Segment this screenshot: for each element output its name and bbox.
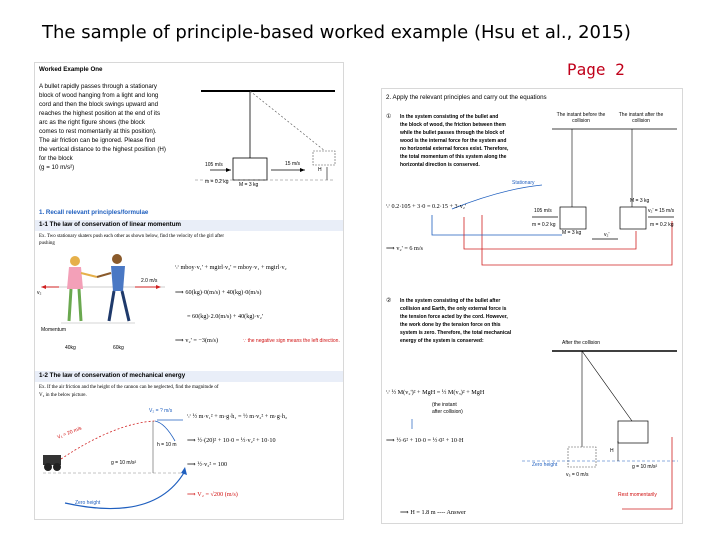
cannon-figure: [35, 63, 343, 519]
column-before-collision: The instant before the collision: [556, 112, 606, 124]
cannon-height-label: h = 10 m: [157, 442, 177, 448]
step-2-line: collision and Earth, the only external force is: [400, 306, 507, 312]
energy-equation: ∵ ½ m·v₁² + m·g·h₁ = ½ m·v₂² + m·g·h₂: [187, 413, 288, 420]
fig-block-mass: M = 3 kg: [239, 182, 259, 188]
stationary-label: Stationary: [512, 180, 535, 186]
fig-2-bullet-mass: m = 0.2 kg: [532, 222, 556, 228]
section-1-1-heading: 1-1 The law of conservation of linear momentum: [39, 221, 181, 228]
problem-line: comes to rest momentarily at this position).: [39, 128, 157, 135]
problem-line: The air friction can be ignored. Please find: [39, 137, 155, 144]
example-1-line: Ex. Two stationary skaters push each other as shown below, find the velocity of the girl after: [39, 234, 225, 239]
fig-2-velocity-after: v₂' = 15 m/s: [648, 208, 675, 214]
momentum-conservation-equation: ∵ 0.2·105 + 3·0 = 0.2·15 + 3·v₂': [386, 203, 467, 210]
step-1-line: horizontal direction is conserved.: [400, 162, 480, 168]
boy-mass: 60kg: [113, 345, 124, 351]
final-answer: ⟹ H = 1.8 m ---- Answer: [400, 509, 466, 516]
step-1-line: wood is the internal force for the system and: [400, 138, 507, 144]
recall-heading: 1. Recall relevant principles/formulae: [39, 209, 149, 216]
step-1-line: no horizontal external forces exist. Therefore,: [400, 146, 509, 152]
zero-height-label: Zero height: [532, 462, 558, 468]
fig-2-block-velocity: v₂': [604, 232, 610, 238]
skater-girl-velocity: v₂: [37, 290, 42, 296]
fig-height: H: [318, 167, 322, 173]
column-after-collision: The instant after the collision: [618, 112, 664, 124]
page-2-label: Page 2: [567, 60, 625, 79]
fig-bullet-mass: m = 0.2 kg: [205, 179, 229, 185]
energy-conservation-equation: ∵ ½ M(v₂')² + MgH = ½ M(v₃)² + MgH: [386, 389, 485, 396]
step-2-line: the tension force acted by the cord. However,: [400, 314, 508, 320]
step-1-line: In the system consisting of the bullet and: [400, 114, 499, 120]
energy-answer: ⟹ V₂ = √200 (m/s): [187, 491, 238, 498]
swing-figure: [382, 89, 682, 523]
problem-line: the vertical distance to the highest position (H): [39, 146, 166, 153]
fig-2-block-mass: M = 3 kg: [562, 230, 582, 236]
problem-line: reaches the highest position at the end of its: [39, 110, 161, 117]
step-1-marker: ①: [386, 113, 392, 120]
momentum-result: ⟹ v₂' = −3(m/s): [175, 337, 219, 344]
girl-mass: 40kg: [65, 345, 76, 351]
step-2-line: the work done by the tension force on this: [400, 322, 501, 328]
skater-boy-velocity: 2.0 m/s: [141, 278, 158, 284]
after-collision-label: After the collision: [562, 340, 601, 346]
momentum-equation: ∵ mboy·v₁' + mgirl·v₂' = mboy·v₁ + mgirl·v₂: [175, 264, 287, 271]
page-1-panel: [34, 62, 344, 520]
height-label: H: [610, 448, 614, 454]
slide-title: The sample of principle-based worked example (Hsu et al., 2015): [42, 22, 631, 43]
momentum-equation: ⟹ 60(kg)·0(m/s) + 40(kg)·0(m/s): [175, 289, 262, 296]
fig-velocity-out: 15 m/s: [285, 161, 301, 167]
example-2-line: V₂ in the below picture.: [39, 393, 87, 398]
rest-momentarily-label: Rest momentarily: [618, 492, 657, 498]
energy-note-2: after collision): [432, 409, 463, 415]
problem-line: block of wood hanging from a light and long: [39, 92, 159, 99]
energy-substitution: ⟹ ½·6² + 10·0 = ½·0² + 10·H: [386, 437, 464, 444]
step-2-line: system is zero. Therefore, the total mechanical: [400, 330, 512, 336]
cannon-zero-height: Zero height: [75, 500, 101, 506]
problem-line: cord and then the block swings upward and: [39, 101, 159, 108]
momentum-equation: = 60(kg)·2.0(m/s) + 40(kg)·v₂': [187, 313, 263, 320]
worked-example-heading: Worked Example One: [39, 66, 103, 73]
momentum-note: ∵ the negative sign means the left direction.: [243, 338, 340, 344]
apply-principles-heading: 2. Apply the relevant principles and carry out the equations: [386, 94, 547, 101]
gravity-label: g = 10 m/s²: [632, 464, 658, 470]
final-velocity-label: v₃ = 0 m/s: [566, 472, 589, 478]
step-2-marker: ②: [386, 297, 392, 304]
problem-line: for the block: [39, 155, 73, 162]
energy-equation: ⟹ ½·v₂² = 100: [187, 461, 228, 468]
energy-equation: ⟹ ½·(20)² + 10·0 = ½·v₂² + 10·10: [187, 437, 276, 444]
momentum-conservation-result: ⟹ v₂' = 6 m/s: [386, 245, 423, 252]
fig-2-bullet-mass-after: m = 0.2 kg: [650, 222, 674, 228]
fig-velocity-in: 105 m/s: [205, 162, 223, 168]
energy-note-1: (the instant: [432, 402, 457, 408]
section-1-2-heading: 1-2 The law of conservation of mechanical energy: [39, 372, 186, 379]
problem-line: A bullet rapidly passes through a stationary: [39, 83, 157, 90]
fig-2-velocity-in: 105 m/s: [534, 208, 552, 214]
problem-line: (g = 10 m/s²): [39, 164, 75, 171]
momentum-legend: Momentum: [41, 327, 67, 333]
cannon-v1-label: V₁ = 20 m/s: [56, 425, 83, 441]
step-1-line: while the bullet passes through the block of: [400, 130, 505, 136]
page-2-panel: [381, 88, 683, 524]
step-2-line: energy of the system is conserved:: [400, 338, 484, 344]
step-1-line: the total momentum of this system along the: [400, 154, 507, 160]
problem-line: arc as the right figure shows (the block: [39, 119, 145, 126]
cannon-gravity-label: g = 10 m/s²: [111, 460, 137, 466]
fig-2-block-mass-after: M = 3 kg: [630, 198, 650, 204]
step-2-line: In the system consisting of the bullet after: [400, 298, 501, 304]
cannon-v2-label: V₂ = ? m/s: [149, 408, 173, 414]
step-1-line: the block of wood, the friction between them: [400, 122, 506, 128]
example-2-line: Ex. If the air friction and the height of the cannon can be neglected, find the magnitude of: [39, 385, 219, 390]
example-1-line: pushing: [39, 241, 55, 246]
